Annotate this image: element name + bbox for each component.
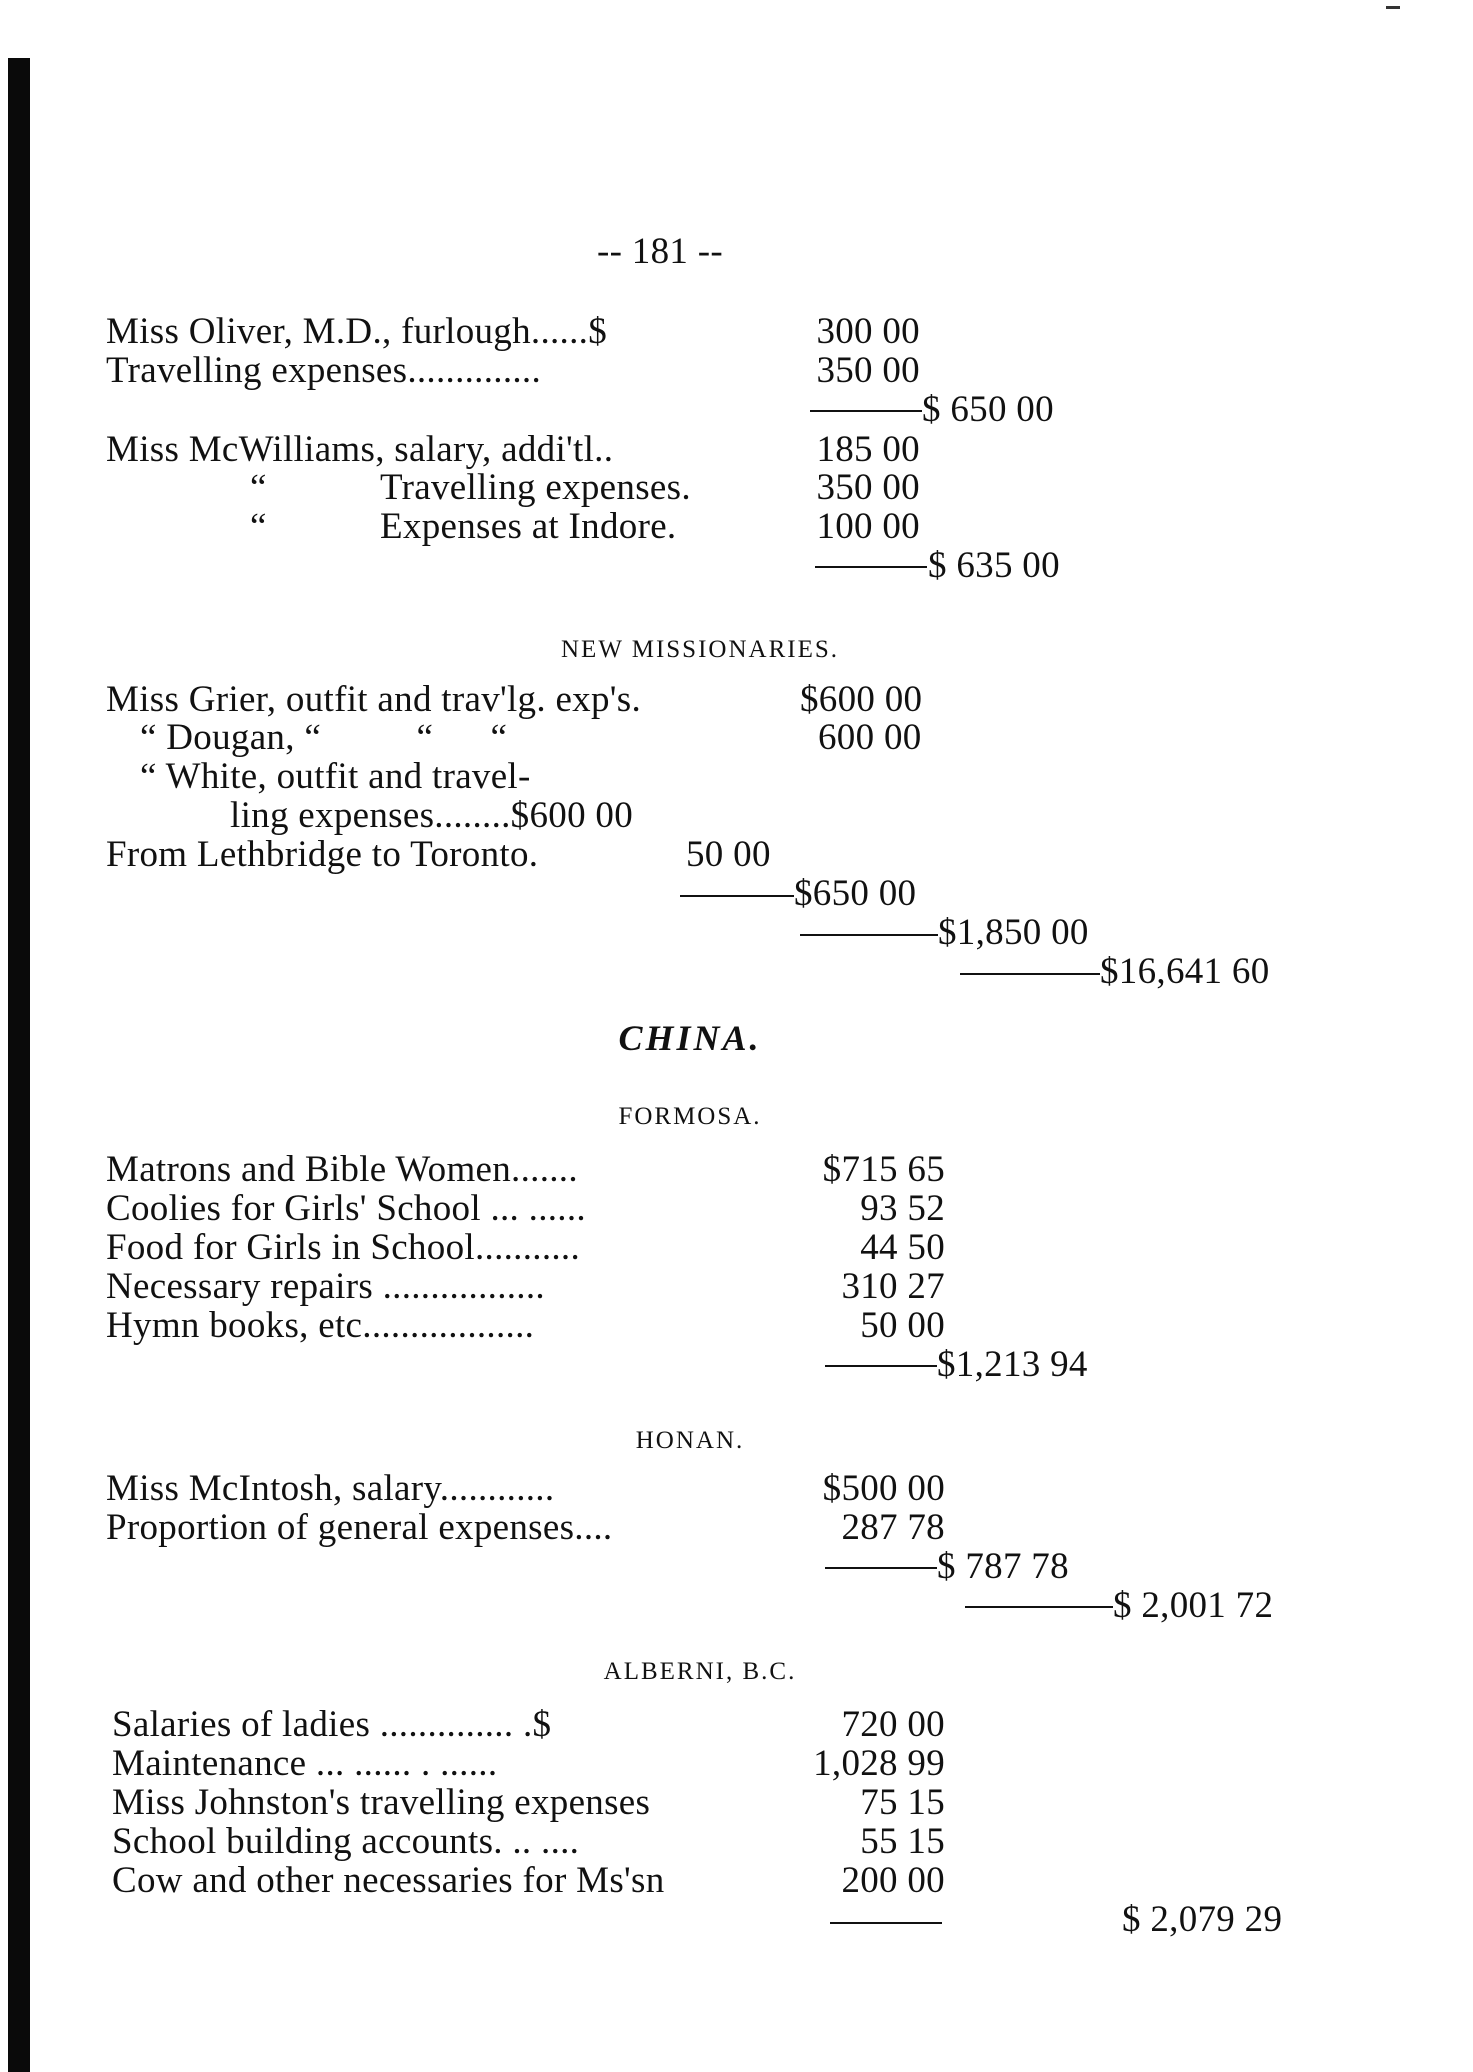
rule bbox=[830, 1922, 942, 1924]
rule bbox=[825, 1567, 937, 1569]
amount-hymn-books: 50 00 bbox=[860, 1305, 945, 1346]
ditto-mark: “ bbox=[250, 506, 267, 547]
amount-maintenance: 1,028 99 bbox=[813, 1743, 945, 1784]
line-mcwilliams-travel: Travelling expenses. bbox=[380, 467, 691, 508]
line-johnston: Miss Johnston's travelling expenses bbox=[112, 1782, 651, 1823]
amount-grier: $600 00 bbox=[800, 679, 923, 720]
amount-oliver: 300 00 bbox=[816, 311, 920, 352]
line-mcintosh: Miss McIntosh, salary............ bbox=[106, 1468, 555, 1509]
rule bbox=[825, 1365, 937, 1367]
amount-matrons: $715 65 bbox=[822, 1149, 945, 1190]
line-school-building: School building accounts. .. .... bbox=[112, 1821, 580, 1862]
line-matrons: Matrons and Bible Women....... bbox=[106, 1149, 578, 1190]
rule bbox=[965, 1606, 1113, 1608]
total-mcwilliams: $ 635 00 bbox=[928, 545, 1060, 586]
rule bbox=[960, 973, 1100, 975]
amount-johnston: 75 15 bbox=[860, 1782, 945, 1823]
amount-salaries: 720 00 bbox=[841, 1704, 945, 1745]
amount-mcwilliams-indore: 100 00 bbox=[816, 506, 920, 547]
line-white: “ White, outfit and travel- bbox=[140, 756, 531, 797]
line-mcwilliams-indore: Expenses at Indore. bbox=[380, 506, 677, 547]
corner-mark bbox=[1386, 6, 1400, 9]
line-maintenance: Maintenance ... ...... . ...... bbox=[112, 1743, 498, 1784]
grand-total-india: $16,641 60 bbox=[1100, 951, 1270, 992]
section-heading-alberni: ALBERNI, B.C. bbox=[603, 1658, 797, 1685]
amount-cow: 200 00 bbox=[841, 1860, 945, 1901]
line-cow: Cow and other necessaries for Ms'sn bbox=[112, 1860, 665, 1901]
total-honan: $ 787 78 bbox=[937, 1546, 1069, 1587]
line-hymn-books: Hymn books, etc.................. bbox=[106, 1305, 535, 1346]
section-heading-formosa: FORMOSA. bbox=[618, 1103, 762, 1130]
amount-mcwilliams: 185 00 bbox=[816, 429, 920, 470]
amount-general-expenses: 287 78 bbox=[841, 1507, 945, 1548]
amount-repairs: 310 27 bbox=[841, 1266, 945, 1307]
total-formosa: $1,213 94 bbox=[937, 1344, 1088, 1385]
amount-oliver-travel: 350 00 bbox=[816, 350, 920, 391]
total-new-missionaries: $1,850 00 bbox=[938, 912, 1089, 953]
total-alberni: $ 2,079 29 bbox=[1122, 1899, 1283, 1940]
total-white: $650 00 bbox=[794, 873, 917, 914]
amount-mcwilliams-travel: 350 00 bbox=[816, 467, 920, 508]
line-coolies: Coolies for Girls' School ... ...... bbox=[106, 1188, 586, 1229]
line-dougan: “ Dougan, “ “ “ bbox=[140, 717, 508, 758]
line-oliver: Miss Oliver, M.D., furlough......$ bbox=[106, 311, 608, 352]
amount-dougan: 600 00 bbox=[818, 717, 922, 758]
amount-mcintosh: $500 00 bbox=[822, 1468, 945, 1509]
page-number: -- 181 -- bbox=[597, 231, 723, 272]
page-edge-shadow bbox=[8, 58, 30, 2072]
total-oliver: $ 650 00 bbox=[922, 389, 1054, 430]
line-general-expenses: Proportion of general expenses.... bbox=[106, 1507, 613, 1548]
rule bbox=[810, 410, 922, 412]
section-heading-china: CHINA. bbox=[618, 1018, 762, 1058]
rule bbox=[680, 895, 794, 897]
rule bbox=[815, 566, 927, 568]
section-heading-new-missionaries: NEW MISSIONARIES. bbox=[561, 636, 839, 663]
rule bbox=[800, 934, 938, 936]
line-mcwilliams: Miss McWilliams, salary, addi'tl.. bbox=[106, 429, 614, 470]
amount-lethbridge: 50 00 bbox=[686, 834, 771, 875]
line-lethbridge: From Lethbridge to Toronto. bbox=[106, 834, 539, 875]
line-salaries: Salaries of ladies .............. .$ bbox=[112, 1704, 552, 1745]
total-china: $ 2,001 72 bbox=[1113, 1585, 1274, 1626]
amount-food: 44 50 bbox=[860, 1227, 945, 1268]
amount-coolies: 93 52 bbox=[860, 1188, 945, 1229]
line-repairs: Necessary repairs ................. bbox=[106, 1266, 545, 1307]
line-grier: Miss Grier, outfit and trav'lg. exp's. bbox=[106, 679, 642, 720]
line-food: Food for Girls in School........... bbox=[106, 1227, 581, 1268]
section-heading-honan: HONAN. bbox=[635, 1427, 745, 1454]
amount-school-building: 55 15 bbox=[860, 1821, 945, 1862]
line-white-cont: ling expenses........$600 00 bbox=[230, 795, 634, 836]
line-oliver-travel: Travelling expenses.............. bbox=[106, 350, 542, 391]
ditto-mark: “ bbox=[250, 467, 267, 508]
